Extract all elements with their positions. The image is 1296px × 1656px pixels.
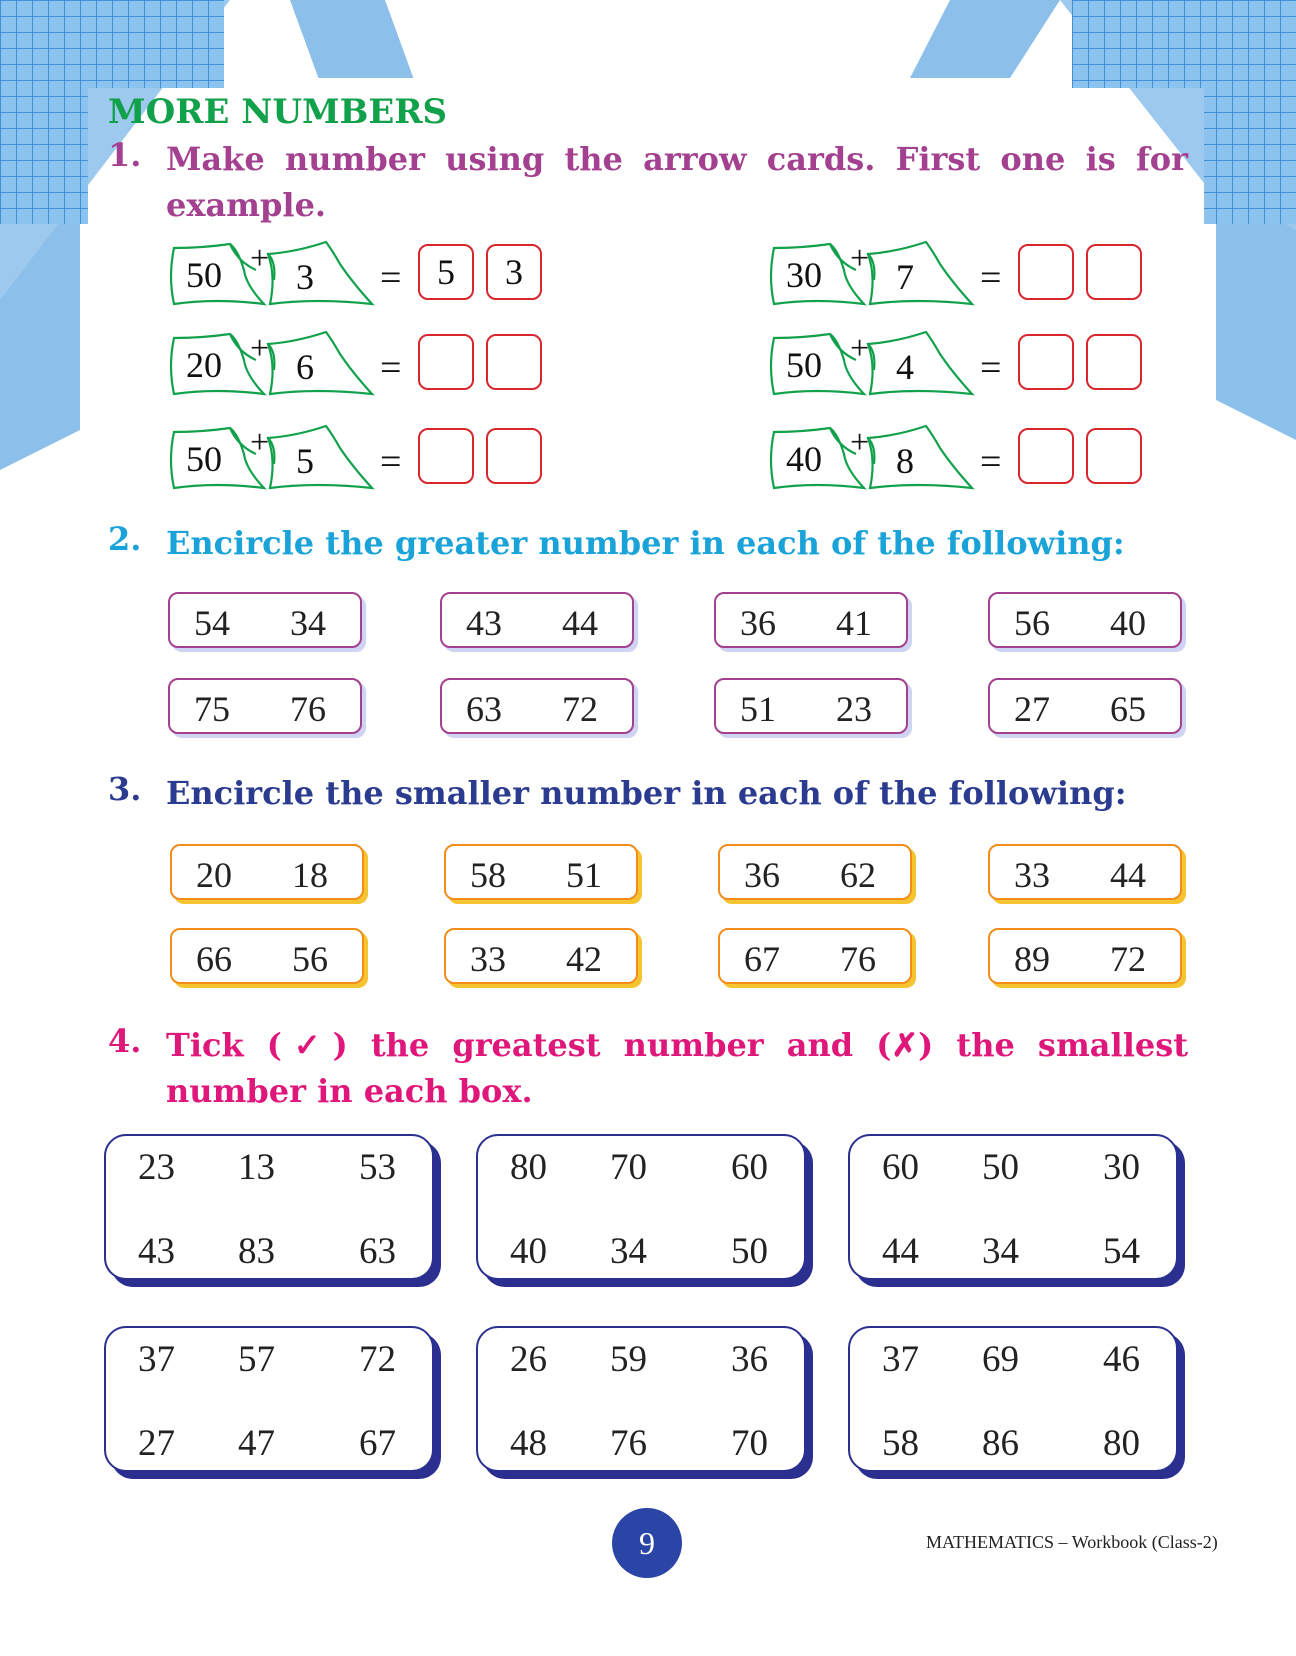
- question-2-number: 2.: [108, 520, 142, 558]
- number-left[interactable]: 20: [196, 855, 232, 895]
- answer-ones-box[interactable]: [486, 428, 542, 484]
- number-box: [104, 1134, 434, 1280]
- equals-sign: =: [380, 441, 402, 483]
- page-number: 9: [612, 1508, 682, 1578]
- answer-tens-box[interactable]: [1018, 428, 1074, 484]
- answer-tens-box[interactable]: 5: [418, 244, 474, 300]
- plus-sign: +: [250, 424, 270, 461]
- arrow-card-row: [766, 240, 1166, 320]
- smaller-pair[interactable]: [718, 928, 912, 984]
- number-left[interactable]: 56: [1014, 603, 1050, 643]
- number-right[interactable]: 44: [1110, 855, 1146, 895]
- number-right[interactable]: 62: [840, 855, 876, 895]
- greater-pair[interactable]: [988, 592, 1182, 648]
- ones-card-value: 3: [296, 257, 314, 297]
- number-left[interactable]: 67: [744, 939, 780, 979]
- plus-sign: +: [850, 424, 870, 461]
- ones-card-value: 7: [896, 257, 914, 297]
- greater-pair[interactable]: [714, 592, 908, 648]
- number-box: [104, 1326, 434, 1472]
- box-number[interactable]: 46: [1103, 1339, 1140, 1380]
- equals-sign: =: [980, 441, 1002, 483]
- number-left[interactable]: 36: [740, 603, 776, 643]
- box-number[interactable]: 50: [731, 1231, 768, 1272]
- greater-pair[interactable]: [714, 678, 908, 734]
- number-right[interactable]: 23: [836, 689, 872, 729]
- number-left[interactable]: 89: [1014, 939, 1050, 979]
- box-number[interactable]: 60: [882, 1147, 919, 1188]
- greater-pair[interactable]: [168, 678, 362, 734]
- number-right[interactable]: 72: [562, 689, 598, 729]
- box-number[interactable]: 72: [359, 1339, 396, 1380]
- number-box: [476, 1326, 806, 1472]
- number-right[interactable]: 44: [562, 603, 598, 643]
- box-number[interactable]: 37: [138, 1339, 175, 1380]
- arrow-card-row: [166, 330, 566, 410]
- number-left[interactable]: 27: [1014, 689, 1050, 729]
- number-right[interactable]: 72: [1110, 939, 1146, 979]
- page-heading: MORE NUMBERS: [108, 92, 448, 132]
- number-right[interactable]: 18: [292, 855, 328, 895]
- box-number[interactable]: 54: [1103, 1231, 1140, 1272]
- question-1: [108, 136, 1188, 228]
- box-number[interactable]: 27: [138, 1423, 175, 1464]
- number-left[interactable]: 75: [194, 689, 230, 729]
- number-left[interactable]: 63: [466, 689, 502, 729]
- question-1-number: 1.: [108, 136, 142, 174]
- box-number[interactable]: 57: [238, 1339, 275, 1380]
- box-number[interactable]: 44: [882, 1231, 919, 1272]
- box-number[interactable]: 76: [610, 1423, 647, 1464]
- number-right[interactable]: 76: [290, 689, 326, 729]
- tens-card-value: 50: [786, 345, 822, 385]
- equals-sign: =: [980, 347, 1002, 389]
- plus-sign: +: [850, 330, 870, 367]
- box-number[interactable]: 59: [610, 1339, 647, 1380]
- answer-tens-box[interactable]: [418, 428, 474, 484]
- answer-tens-box[interactable]: [1018, 244, 1074, 300]
- smaller-pair[interactable]: [988, 844, 1182, 900]
- smaller-pair[interactable]: [170, 928, 364, 984]
- answer-ones-box[interactable]: [486, 334, 542, 390]
- box-number[interactable]: 36: [731, 1339, 768, 1380]
- box-number[interactable]: 86: [982, 1423, 1019, 1464]
- number-right[interactable]: 65: [1110, 689, 1146, 729]
- box-number[interactable]: 34: [610, 1231, 647, 1272]
- box-number[interactable]: 26: [510, 1339, 547, 1380]
- tens-card-value: 30: [786, 255, 822, 295]
- question-4-number: 4.: [108, 1022, 142, 1060]
- question-2: [108, 520, 1188, 566]
- tens-card-value: 50: [186, 255, 222, 295]
- arrow-card-row: [166, 240, 566, 320]
- box-number[interactable]: 23: [138, 1147, 175, 1188]
- question-4: [108, 1022, 1188, 1114]
- box-number[interactable]: 47: [238, 1423, 275, 1464]
- greater-pair[interactable]: [988, 678, 1182, 734]
- equals-sign: =: [380, 347, 402, 389]
- footer-title: MATHEMATICS – Workbook (Class-2): [926, 1532, 1218, 1552]
- box-number[interactable]: 13: [238, 1147, 275, 1188]
- answer-ones-box[interactable]: [1086, 428, 1142, 484]
- number-left[interactable]: 43: [466, 603, 502, 643]
- smaller-pair[interactable]: [988, 928, 1182, 984]
- tens-card-value: 50: [186, 439, 222, 479]
- smaller-pair[interactable]: [718, 844, 912, 900]
- ones-card-value: 6: [296, 347, 314, 387]
- number-right[interactable]: 34: [290, 603, 326, 643]
- answer-tens-box[interactable]: [1018, 334, 1074, 390]
- number-box: [476, 1134, 806, 1280]
- number-right[interactable]: 76: [840, 939, 876, 979]
- smaller-pair[interactable]: [444, 928, 638, 984]
- number-left[interactable]: 33: [470, 939, 506, 979]
- greater-pair[interactable]: [440, 678, 634, 734]
- greater-pair[interactable]: [168, 592, 362, 648]
- box-number[interactable]: 37: [882, 1339, 919, 1380]
- question-2-text: Encircle the greater number in each of the following:: [166, 524, 1125, 562]
- arrow-card-row: [166, 424, 566, 504]
- question-1-text: Make number using the arrow cards. First one is for example.: [166, 140, 1188, 224]
- equals-sign: =: [980, 257, 1002, 299]
- answer-tens-box[interactable]: [418, 334, 474, 390]
- number-right[interactable]: 40: [1110, 603, 1146, 643]
- answer-ones-box[interactable]: [1086, 334, 1142, 390]
- box-number[interactable]: 50: [982, 1147, 1019, 1188]
- tens-card-value: 20: [186, 345, 222, 385]
- number-left[interactable]: 54: [194, 603, 230, 643]
- box-number[interactable]: 48: [510, 1423, 547, 1464]
- box-number[interactable]: 58: [882, 1423, 919, 1464]
- box-number[interactable]: 70: [731, 1423, 768, 1464]
- question-3-text: Encircle the smaller number in each of the following:: [166, 774, 1127, 812]
- number-right[interactable]: 51: [566, 855, 602, 895]
- arrow-card-row: [766, 330, 1166, 410]
- question-3-number: 3.: [108, 770, 142, 808]
- smaller-pair[interactable]: [444, 844, 638, 900]
- number-left[interactable]: 66: [196, 939, 232, 979]
- number-right[interactable]: 41: [836, 603, 872, 643]
- box-number[interactable]: 69: [982, 1339, 1019, 1380]
- number-left[interactable]: 58: [470, 855, 506, 895]
- plus-sign: +: [250, 240, 270, 277]
- smaller-pair[interactable]: [170, 844, 364, 900]
- box-number[interactable]: 30: [1103, 1147, 1140, 1188]
- answer-ones-box[interactable]: 3: [486, 244, 542, 300]
- greater-pair[interactable]: [440, 592, 634, 648]
- equals-sign: =: [380, 257, 402, 299]
- answer-ones-box[interactable]: [1086, 244, 1142, 300]
- tens-card-value: 40: [786, 439, 822, 479]
- ones-card-value: 5: [296, 441, 314, 481]
- number-box: [848, 1326, 1178, 1472]
- ones-card-value: 4: [896, 347, 914, 387]
- number-left[interactable]: 36: [744, 855, 780, 895]
- arrow-card-row: [766, 424, 1166, 504]
- question-4-text: Tick (✓) the greatest number and (✗) the smallest number in each box.: [166, 1026, 1188, 1110]
- box-number[interactable]: 40: [510, 1231, 547, 1272]
- box-number[interactable]: 63: [359, 1231, 396, 1272]
- box-number[interactable]: 53: [359, 1147, 396, 1188]
- box-number[interactable]: 34: [982, 1231, 1019, 1272]
- ones-card-value: 8: [896, 441, 914, 481]
- box-number[interactable]: 83: [238, 1231, 275, 1272]
- number-right[interactable]: 42: [566, 939, 602, 979]
- box-number[interactable]: 80: [1103, 1423, 1140, 1464]
- number-left[interactable]: 51: [740, 689, 776, 729]
- plus-sign: +: [250, 330, 270, 367]
- number-box: [848, 1134, 1178, 1280]
- box-number[interactable]: 43: [138, 1231, 175, 1272]
- box-number[interactable]: 70: [610, 1147, 647, 1188]
- box-number[interactable]: 60: [731, 1147, 768, 1188]
- number-right[interactable]: 56: [292, 939, 328, 979]
- question-3: [108, 770, 1188, 816]
- number-left[interactable]: 33: [1014, 855, 1050, 895]
- box-number[interactable]: 80: [510, 1147, 547, 1188]
- plus-sign: +: [850, 240, 870, 277]
- box-number[interactable]: 67: [359, 1423, 396, 1464]
